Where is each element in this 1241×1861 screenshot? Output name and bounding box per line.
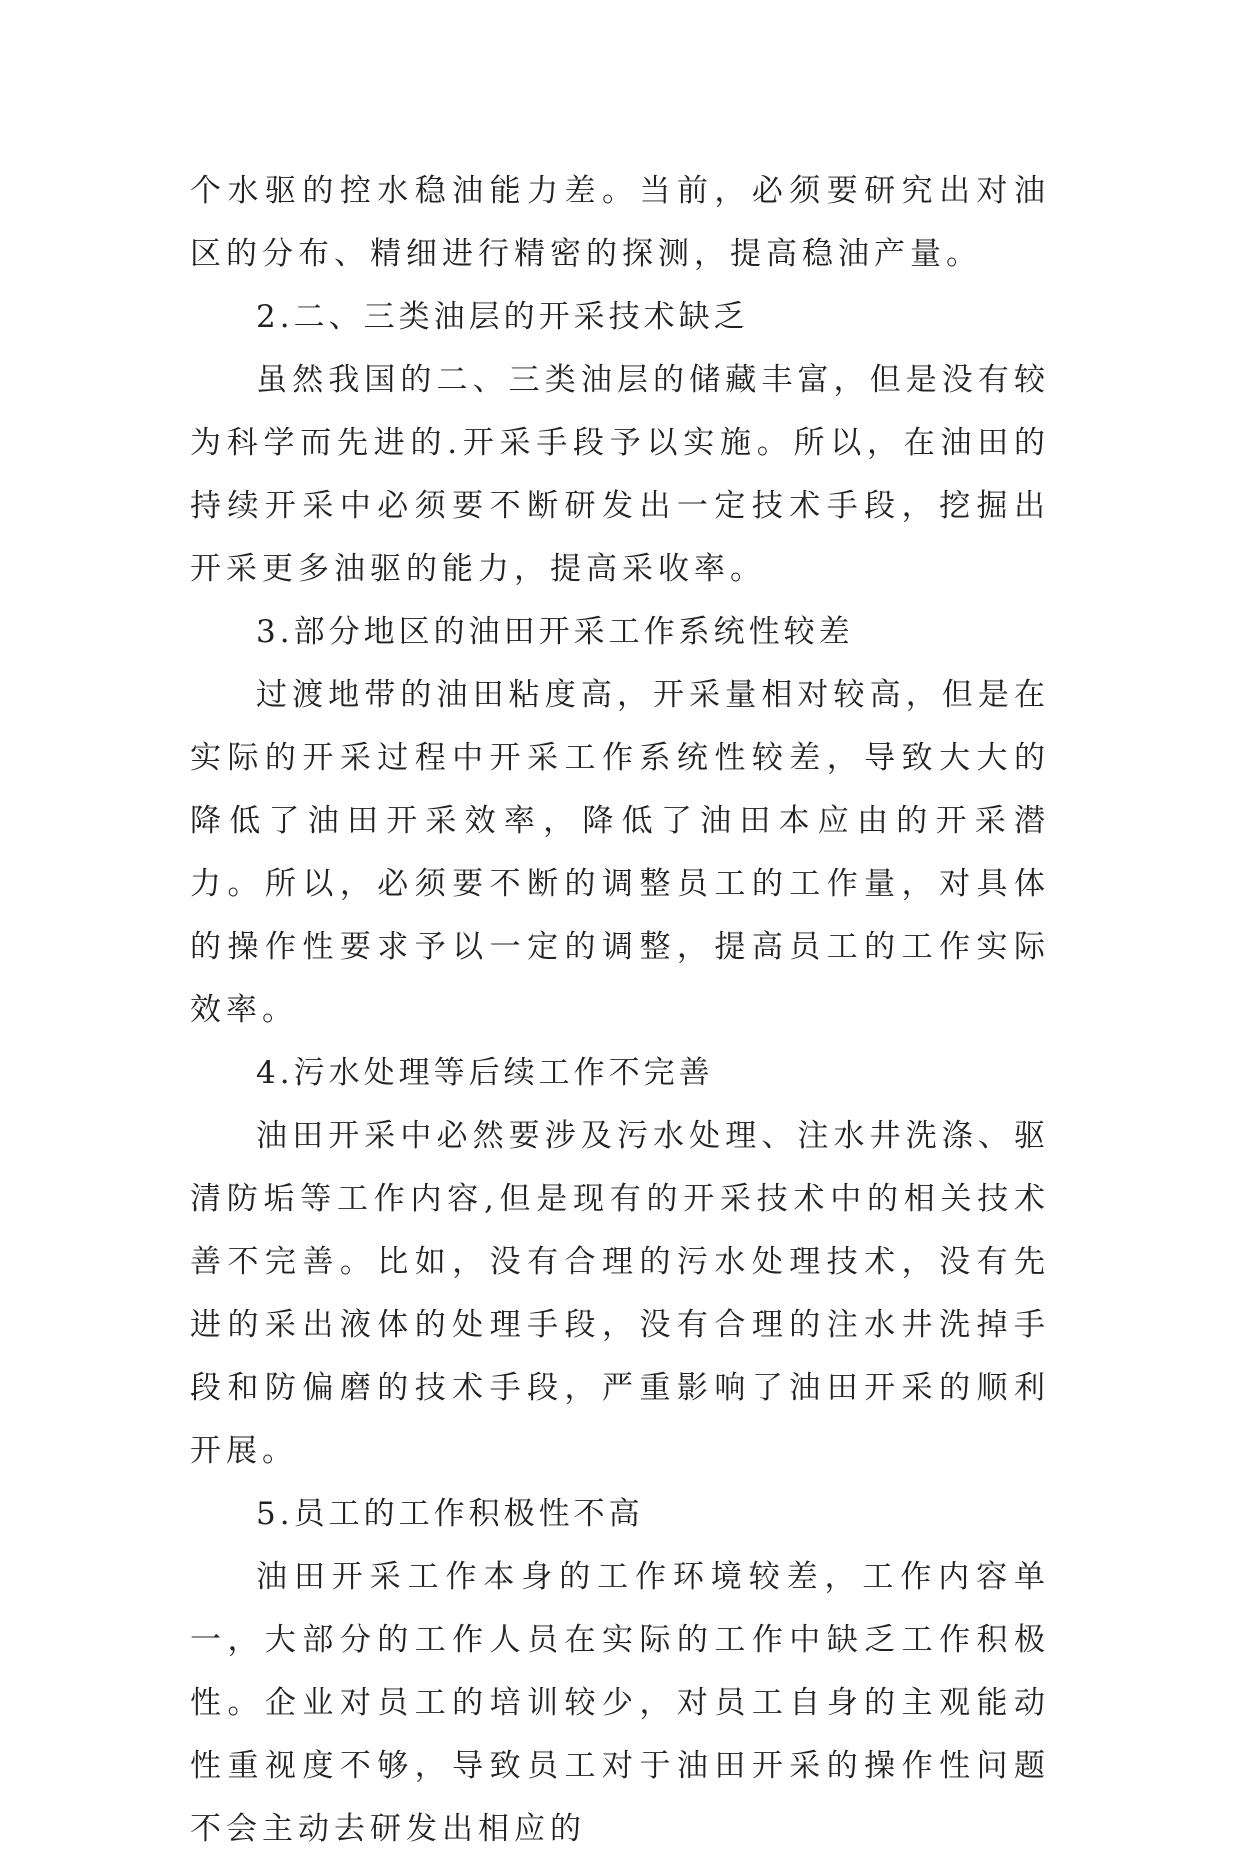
section-heading-2: 2.二、三类油层的开采技术缺乏	[256, 299, 749, 335]
document-body	[190, 160, 1050, 1861]
paragraph-section-2: 虽然我国的二、三类油层的储藏丰富，但是没有较为科学而先进的.开采手段予以实施。所以，在油田的持续开采中必须要不断研发出一定技术手段，挖掘出开采更多油驱的能力，提高采收率。	[190, 362, 1050, 587]
paragraph-section-4: 油田开采中必然要涉及污水处理、注水井洗涤、驱清防垢等工作内容,但是现有的开采技术中的相关技术善不完善。比如，没有合理的污水处理技术，没有先进的采出液体的处理手段，没有合理的注水井洗掉手段和防偏磨的技术手段，严重影响了油田开采的顺利开展。	[190, 1118, 1050, 1469]
paragraph-section-3: 过渡地带的油田粘度高，开采量相对较高，但是在实际的开采过程中开采工作系统性较差，导致大大的降低了油田开采效率，降低了油田本应由的开采潜力。所以，必须要不断的调整员工的工作量，对具体的操作性要求予以一定的调整，提高员工的工作实际效率。	[190, 677, 1050, 1028]
paragraph-continuation: 个水驱的控水稳油能力差。当前，必须要研究出对油区的分布、精细进行精密的探测，提高稳油产量。	[190, 173, 1050, 272]
section-heading-3: 3.部分地区的油田开采工作系统性较差	[256, 614, 854, 650]
section-heading-5: 5.员工的工作积极性不高	[256, 1496, 644, 1532]
section-heading-4: 4.污水处理等后续工作不完善	[256, 1055, 714, 1091]
paragraph-section-5: 油田开采工作本身的工作环境较差，工作内容单一，大部分的工作人员在实际的工作中缺乏工作积极性。企业对员工的培训较少，对员工自身的主观能动性重视度不够，导致员工对于油田开采的操作性问题不会主动去研发出相应的	[190, 1559, 1050, 1847]
